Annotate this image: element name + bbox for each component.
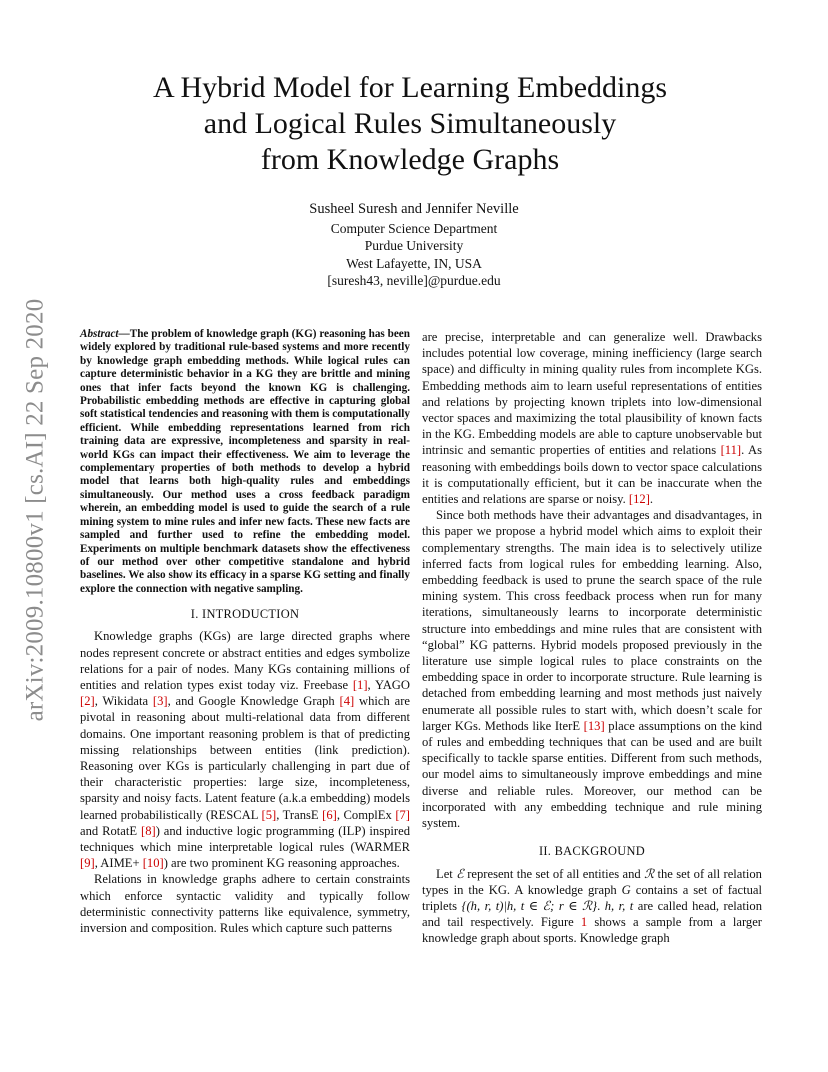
citation-link[interactable]: [13] (583, 718, 605, 733)
section-number: I. (190, 607, 199, 622)
right-paragraph-1 (422, 329, 762, 507)
right-paragraph-2 (422, 507, 762, 831)
citation-link[interactable]: [4] (339, 694, 355, 709)
citation-link[interactable]: [9] (80, 856, 95, 871)
math-graph: G (621, 882, 631, 897)
text-run: , ComplEx (336, 807, 396, 822)
text-run: shows a sample from a larger knowledge graph about sports. Knowledge graph (422, 915, 762, 946)
text-run: ACKGROUND (563, 844, 646, 859)
title-line-2: and Logical Rules Simultaneously (203, 107, 617, 140)
text-run: , YAGO (367, 677, 410, 692)
text-run: , Wikidata (94, 694, 153, 709)
author-block (214, 201, 614, 290)
text-run: represent the set of all entities and (463, 866, 645, 881)
paper-title (90, 70, 730, 178)
text-run: are called head, relation and tail respectively. Figure (422, 898, 762, 930)
author-department: Computer Science Department (330, 220, 498, 236)
text-run: ) are two prominent KG reasoning approaches. (163, 856, 400, 871)
text-run: ) and inductive logic programming (ILP) inspired techniques which mine interpretable logical rules (WARMER (80, 823, 410, 854)
author-location: West Lafayette, IN, USA (346, 255, 482, 271)
abstract-label: Abstract (80, 328, 119, 340)
left-column (80, 328, 410, 936)
background-paragraph-1 (422, 866, 762, 947)
text-run: I (202, 607, 207, 622)
citation-link[interactable]: [3] (152, 694, 168, 709)
intro-paragraph-1 (80, 628, 410, 871)
text-run: Since both methods have their advantages and disadvantages, in this paper we propose a hybrid model which aims to exploit their complementary strengths. The main idea is to selectively utilize inferred facts from logical rules for embedding learning. Also, embedding feedback is used to prune the search space of the rule mining system. This cross feedback process when run for many iterations, simultaneously learns to incorporate deterministic structure into embeddings and mine rules that are consistent with “global” KG patterns. Hybrid models proposed previously in the literature use simple logical rules to place constraints on the embedding space in order to incorporate structure. Rule learning is detached from embedding learning and most methods just naively enumerate all possible rules to start with, which doesn’t scale for larger KGs. Methods like IterE (422, 508, 762, 733)
text-run: and RotatE (80, 823, 141, 838)
abstract (80, 328, 410, 596)
text-run: contains a set of factual triplets (422, 882, 762, 913)
text-run: are precise, interpretable and can generalize well. Drawbacks includes potential low coverage, mining inefficiency (large search space) and difficulty in mining quality rules from incomplete KGs. Embedding methods aim to learn useful representations of entities and relations by projecting known triplets into low-dimensional vector spaces and maximizing the total plausibility of known facts in the KG. Embedding models are able to capture unobservable but intrinsic and semantic properties of entities and relations (422, 330, 762, 458)
citation-link[interactable]: [6] (322, 807, 337, 822)
text-run: B (554, 844, 564, 859)
arxiv-id-text: arXiv:2009.10800v1 [cs.AI] 22 Sep 2020 (21, 298, 49, 722)
text-run: Knowledge graphs (KGs) are large directed graphs where nodes represent concrete or abstract entities and edges symbolize relations for a pair of nodes. Many KGs containing millions of entities and relation types exist today viz. Freebase (80, 629, 410, 692)
intro-paragraph-2: Relations in knowledge graphs adhere to certain constraints which enforce syntactic validity and typically follow deterministic connectivity patterns like equivalence, symmetry, inversion and composition. Rules which capture such patterns (80, 872, 410, 935)
arxiv-identifier-stamp (18, 295, 52, 725)
section-number: II. (538, 844, 552, 859)
author-names: Susheel Suresh and Jennifer Neville (309, 201, 519, 217)
text-run: , AIME+ (94, 856, 143, 871)
text-run: the set of all relation types in the KG. A knowledge graph (422, 866, 762, 897)
title-line-1: A Hybrid Model for Learning Embeddings (152, 71, 668, 104)
section-heading-background (422, 843, 762, 859)
math-hrt: h, r, t (604, 898, 634, 913)
figure-reference-link[interactable]: 1 (580, 915, 588, 930)
text-run: . (649, 492, 654, 507)
citation-link[interactable]: [10] (142, 856, 164, 871)
right-column (422, 329, 762, 947)
text-run: . (597, 898, 605, 913)
author-email: [suresh43, neville]@purdue.edu (327, 273, 501, 288)
text-run: NTRODUCTION (206, 607, 300, 622)
text-run: which are pivotal in reasoning about multi-relational data from different domains. One important reasoning problem is that of predicting missing relationships between entities (link prediction). Reasoning over KGs is particularly challenging in part due of their characteristic properties: large size, incompleteness, sparsity and noisy facts. Latent feature (a.k.a embedding) models learned probabilistically (RESCAL (80, 694, 410, 822)
citation-link[interactable]: [5] (261, 807, 277, 822)
abstract-text: —The problem of knowledge graph (KG) reasoning has been widely explored by traditional rule-based systems and more recently by knowledge graph embedding methods. While logical rules can capture deterministic behavior in a KG they are brittle and mining ones that infer facts beyond the known KG is challenging. Probabilistic embedding methods are effective in capturing global soft statistical tendencies and reasoning with them is computationally efficient. While embedding representations learned from rich training data are expressive, incompleteness and sparsity in real-world KGs can impact their effectiveness. We aim to leverage the complementary properties of both methods to develop a hybrid model that learns both high-quality rules and embeddings simultaneously. Our method uses a cross feedback paradigm wherein, an embedding model is used to guide the search of a rule mining system to mine rules and infer new facts. These new facts are sampled and further used to refine the embedding model. Experiments on multiple benchmark datasets show the effectiveness of our method over other competitive standalone and hybrid baselines. We also show its efficacy in a sparse KG setting and finally explore the connection with negative sampling. (80, 328, 410, 595)
math-entity-set: ℰ (456, 866, 464, 881)
citation-link[interactable]: [2] (80, 694, 95, 709)
author-university: Purdue University (364, 238, 464, 253)
math-relation-set: ℛ (644, 866, 655, 881)
section-heading-introduction (80, 606, 410, 622)
title-line-3: from Knowledge Graphs (260, 143, 560, 176)
math-triplet-set: {(h, r, t)|h, t ∈ ℰ; r ∈ ℛ} (461, 898, 598, 913)
citation-link[interactable]: [8] (141, 823, 156, 838)
text-run: Let (436, 866, 457, 881)
text-run: place assumptions on the kind of rules and embedding techniques that can be used and are built specifically to tackle sparse entities. Different from such methods, our model aims to simultaneously improve embeddings and mine diverse and reliable rules. Moreover, our method can be incorporated with any embedding technique and rule mining system. (422, 718, 762, 831)
citation-link[interactable]: [7] (395, 807, 410, 822)
citation-link[interactable]: [12] (628, 492, 650, 507)
citation-link[interactable]: [1] (352, 677, 368, 692)
text-run: , and Google Knowledge Graph (167, 694, 340, 709)
citation-link[interactable]: [11] (720, 443, 742, 458)
text-run: . As reasoning with embeddings boils down to vector space calculations it is computationally efficient, but it can be inaccurate when the entities and relations are sparse or noisy. (422, 443, 762, 507)
text-run: , TransE (276, 807, 323, 822)
